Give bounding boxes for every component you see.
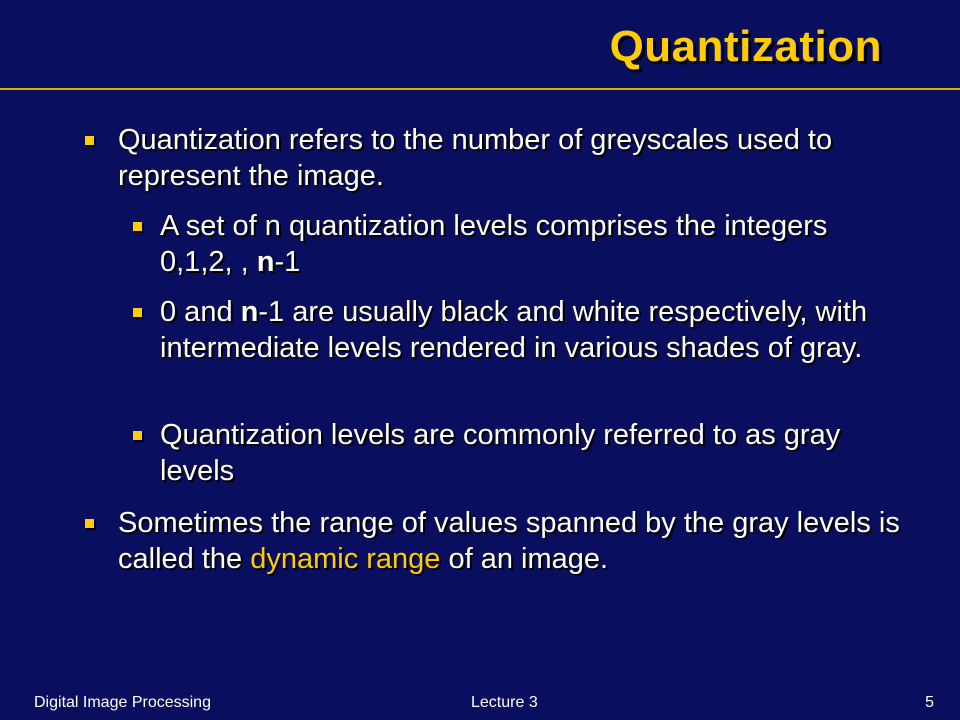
- square-bullet-icon: [133, 431, 142, 440]
- square-bullet-icon: [133, 222, 142, 231]
- title-divider: [0, 88, 960, 90]
- square-bullet-icon: [85, 519, 94, 528]
- bullet-item-4: [160, 417, 900, 489]
- square-bullet-icon: [85, 136, 94, 145]
- bullet-item-2: [160, 208, 900, 280]
- bullet-text: -1: [274, 246, 301, 278]
- square-bullet-icon: [133, 308, 142, 317]
- bullet-text-bold: n: [256, 246, 275, 278]
- bullet-item-1: [118, 122, 918, 194]
- bullet-item-5: [118, 505, 918, 577]
- bullet-text: Quantization levels are commonly referred to as gray levels: [160, 419, 841, 487]
- bullet-text: Quantization refers to the number of greyscales used to represent the image.: [118, 124, 833, 192]
- bullet-text: Sometimes the range of values spanned by the gray levels is called the: [118, 507, 900, 575]
- bullet-text: -1 are usually black and white respectively, with intermediate levels rendered in various shades of gray.: [160, 296, 868, 364]
- bullet-item-3: [160, 294, 900, 366]
- bullet-text-bold: n: [240, 296, 259, 328]
- slide-title: Quantization: [609, 22, 882, 71]
- footer-lecture: Lecture 3: [471, 694, 538, 711]
- bullet-text: A set of n quantization levels comprises the integers 0,1,2, ,: [160, 210, 828, 278]
- footer-page-number: 5: [925, 694, 934, 711]
- bullet-text: 0 and: [160, 296, 241, 328]
- bullet-text: of an image.: [440, 543, 609, 575]
- highlighted-term: dynamic range: [250, 543, 441, 575]
- footer-course-title: Digital Image Processing: [34, 694, 211, 711]
